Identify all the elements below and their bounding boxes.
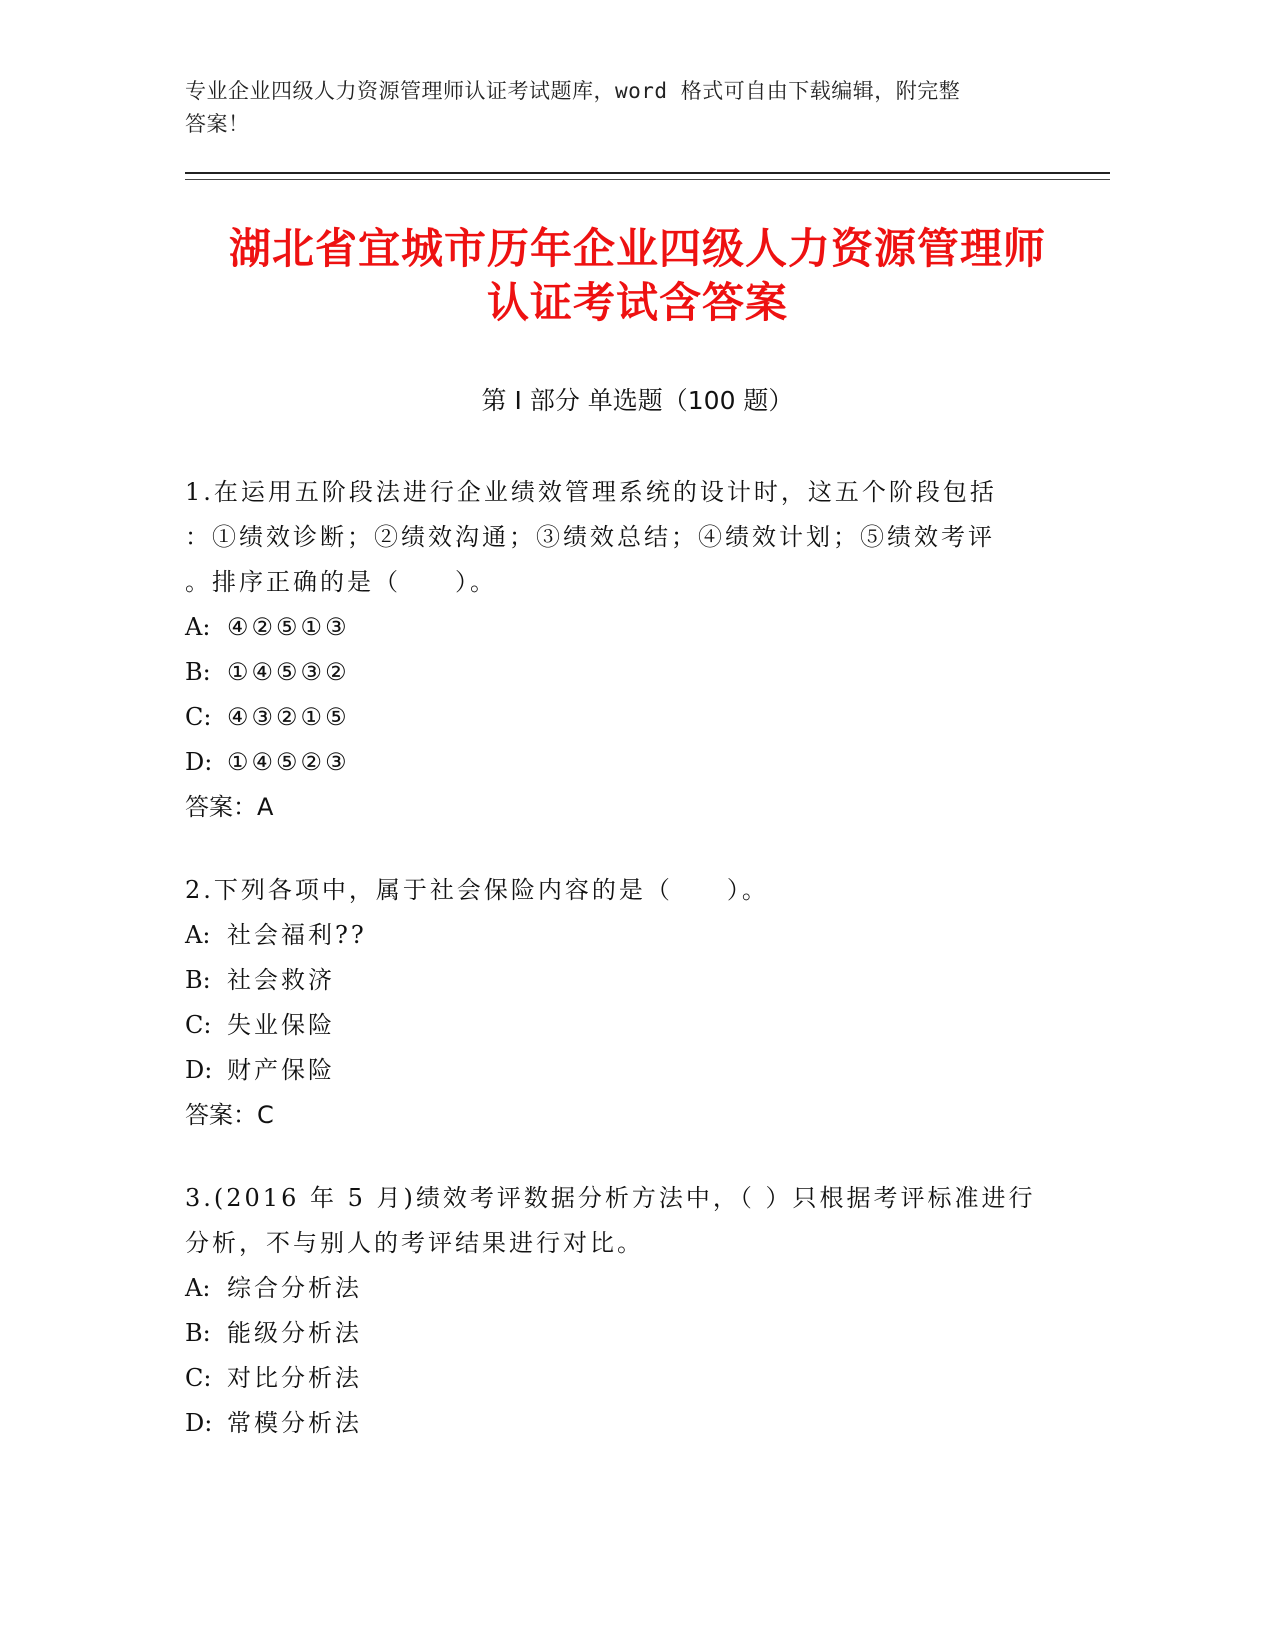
option-key: D: [185, 748, 213, 776]
option-text: 常模分析法 [227, 1409, 362, 1437]
question-stem [185, 868, 1085, 913]
option-key: A: [185, 613, 211, 641]
option-a [185, 1266, 1085, 1311]
document-title-line: 认证考试含答案 [486, 278, 788, 327]
header-note-line: 答案！ [185, 112, 250, 136]
option-text: ④②⑤①③ [227, 613, 350, 641]
option-key: B: [185, 658, 211, 686]
question-list [185, 470, 1085, 1484]
question-2 [185, 868, 1085, 1138]
option-key: D: [185, 1056, 213, 1084]
option-d [185, 1048, 1085, 1093]
question-stem-line: 分析，不与别人的考评结果进行对比。 [185, 1229, 644, 1257]
question-stem-line: 2.下列各项中，属于社会保险内容的是（ ）。 [185, 876, 769, 904]
header-note [185, 75, 1075, 141]
option-text: 财产保险 [227, 1056, 335, 1084]
answer-line: 答案：A [185, 793, 274, 821]
option-text: 对比分析法 [227, 1364, 362, 1392]
option-text: 社会救济 [227, 966, 335, 994]
option-b [185, 958, 1085, 1003]
question-stem [185, 470, 1085, 605]
option-key: B: [185, 1319, 211, 1347]
option-text: 失业保险 [227, 1011, 335, 1039]
question-stem-line: 1.在运用五阶段法进行企业绩效管理系统的设计时，这五个阶段包括 [185, 478, 997, 506]
option-text: 能级分析法 [227, 1319, 362, 1347]
question-stem-line: ：①绩效诊断；②绩效沟通；③绩效总结；④绩效计划；⑤绩效考评 [185, 523, 995, 551]
section-title: 第 I 部分 单选题（100 题） [481, 386, 794, 415]
answer-line: 答案：C [185, 1101, 274, 1129]
option-key: A: [185, 921, 211, 949]
question-stem [185, 1176, 1085, 1266]
option-b [185, 650, 1085, 695]
option-text: ①④⑤②③ [227, 748, 350, 776]
option-text: 综合分析法 [227, 1274, 362, 1302]
option-text: ④③②①⑤ [227, 703, 350, 731]
document-title-line: 湖北省宜城市历年企业四级人力资源管理师 [228, 224, 1046, 273]
option-key: C: [185, 703, 212, 731]
header-note-line: 专业企业四级人力资源管理师认证考试题库，word 格式可自由下载编辑，附完整 [185, 79, 961, 103]
option-d [185, 1401, 1085, 1446]
option-a [185, 913, 1085, 958]
document-title [150, 222, 1125, 330]
option-c [185, 1356, 1085, 1401]
option-key: D: [185, 1409, 213, 1437]
option-text: 社会福利?? [227, 921, 367, 949]
question-1 [185, 470, 1085, 830]
question-stem-line: 。排序正确的是（ ）。 [185, 568, 497, 596]
option-d [185, 740, 1085, 785]
option-key: B: [185, 966, 211, 994]
header-divider-thin [185, 179, 1110, 180]
option-c [185, 1003, 1085, 1048]
option-key: C: [185, 1011, 212, 1039]
option-b [185, 1311, 1085, 1356]
option-a [185, 605, 1085, 650]
question-stem-line: 3.(2016 年 5 月)绩效考评数据分析方法中，（ ）只根据考评标准进行 [185, 1184, 1036, 1212]
header-divider-thick [185, 172, 1110, 174]
option-key: A: [185, 1274, 211, 1302]
option-key: C: [185, 1364, 212, 1392]
option-text: ①④⑤③② [227, 658, 350, 686]
question-3 [185, 1176, 1085, 1446]
option-c [185, 695, 1085, 740]
